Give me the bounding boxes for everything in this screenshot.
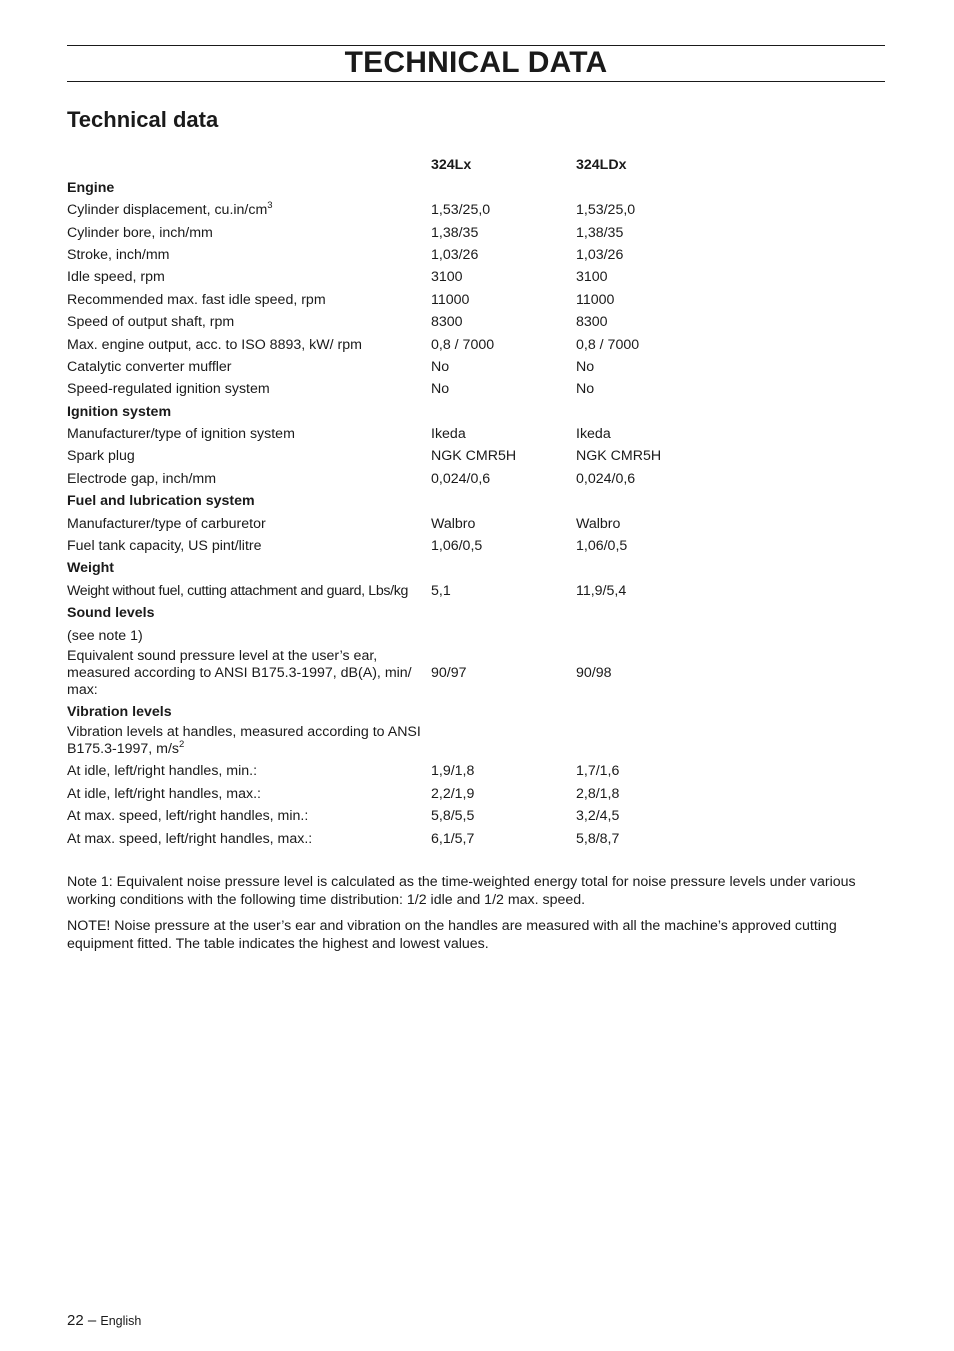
value-324ldx: 8300: [576, 314, 608, 331]
row-label: Equivalent sound pressure level at the user’s ear, measured according to ANSI B175.3-1997, dB(A), min/ max:: [67, 647, 412, 698]
section-title: Technical data: [67, 107, 219, 132]
row-label: Catalytic converter muffler: [67, 358, 232, 375]
ignition-heading: Ignition system: [67, 403, 172, 420]
value-324lx: 11000: [431, 291, 470, 308]
value-324lx: 1,06/0,5: [431, 538, 483, 555]
ignition-heading-row: [67, 401, 885, 423]
row-label: At max. speed, left/right handles, min.:: [67, 808, 309, 825]
value-324ldx: 1,38/35: [576, 224, 624, 241]
row-label: Electrode gap, inch/mm: [67, 470, 217, 487]
notes-block: [67, 874, 885, 962]
spec-table: [67, 155, 885, 851]
value-324lx: No: [431, 358, 450, 375]
fuel-heading-row: [67, 491, 885, 513]
value-324lx: 1,03/26: [431, 246, 479, 263]
value-324lx: 1,38/35: [431, 224, 479, 241]
row-label: Fuel tank capacity, US pint/litre: [67, 538, 262, 555]
sound-heading: Sound levels: [67, 605, 155, 622]
page-banner: TECHNICAL DATA: [344, 46, 608, 79]
weight-heading: Weight: [67, 560, 115, 577]
footer-language: English: [100, 1314, 142, 1328]
fuel-heading: Fuel and lubrication system: [67, 493, 255, 510]
row-label: Idle speed, rpm: [67, 269, 165, 286]
row-label: Stroke, inch/mm: [67, 246, 170, 263]
table-row: [67, 724, 885, 761]
superscript: 2: [179, 738, 185, 750]
row-label: Cylinder displacement, $cu.in/cm^3$: [67, 200, 273, 219]
value-324lx: 6,1/5,7: [431, 830, 475, 847]
value-324ldx: 3100: [576, 269, 608, 286]
value-324lx: 8300: [431, 314, 463, 331]
vibration-heading-row: [67, 702, 885, 724]
model-324lx-header: 324Lx: [431, 157, 472, 174]
value-324ldx: 2,8/1,8: [576, 785, 620, 802]
row-label: Manufacturer/type of ignition system: [67, 426, 295, 443]
table-header-row: [67, 155, 885, 177]
row-label: Cylinder bore, inch/mm: [67, 224, 213, 241]
value-324lx: 1,9/1,8: [431, 763, 475, 780]
value-324ldx: 1,06/0,5: [576, 538, 628, 555]
note-2: NOTE! Noise pressure at the user’s ear and vibration on the handles are measured with all the machine’s approved cutting equipment fitted. The table indicates the highest and lowest values.: [67, 918, 837, 952]
row-label: Spark plug: [67, 448, 135, 465]
value-324ldx: 5,8/8,7: [576, 830, 620, 847]
table-row: [67, 806, 885, 828]
row-label: At idle, left/right handles, max.:: [67, 785, 261, 802]
table-row: [67, 267, 885, 289]
vibration-heading: Vibration levels: [67, 703, 172, 720]
value-324ldx: 1,53/25,0: [576, 202, 636, 219]
table-row: [67, 625, 885, 647]
superscript: 3: [267, 200, 273, 212]
engine-heading: Engine: [67, 179, 115, 196]
table-row: [67, 761, 885, 783]
row-label: Speed of output shaft, rpm: [67, 314, 235, 331]
note-1: Note 1: Equivalent noise pressure level is calculated as the time-weighted energy total for noise pressure levels under various working conditions with the following time distribution: 1/2 idle and 1/2 max. speed.: [67, 874, 856, 908]
value-324lx: No: [431, 381, 450, 398]
table-row: [67, 245, 885, 267]
page-footer: [67, 1311, 141, 1331]
value-324lx: 1,53/25,0: [431, 202, 491, 219]
value-324lx: 90/97: [431, 664, 467, 681]
table-row: [67, 648, 885, 702]
engine-heading-row: [67, 177, 885, 199]
value-324ldx: 1,7/1,6: [576, 763, 620, 780]
value-324lx: Walbro: [431, 515, 476, 532]
table-row: [67, 424, 885, 446]
value-324ldx: 11000: [576, 291, 615, 308]
note-reference: (see note 1): [67, 627, 143, 644]
table-row: [67, 580, 885, 602]
sound-heading-row: [67, 603, 885, 625]
value-324ldx: 0,8 / 7000: [576, 336, 640, 353]
table-row: [67, 334, 885, 356]
row-label: Recommended max. fast idle speed, rpm: [67, 291, 326, 308]
value-324ldx: 11,9/5,4: [576, 582, 627, 599]
value-324ldx: 3,2/4,5: [576, 808, 620, 825]
table-row: [67, 828, 885, 850]
row-label: Speed-regulated ignition system: [67, 381, 270, 398]
table-row: [67, 536, 885, 558]
row-label: At max. speed, left/right handles, max.:: [67, 830, 313, 847]
row-label: Manufacturer/type of carburetor: [67, 515, 266, 532]
value-324ldx: 90/98: [576, 664, 612, 681]
value-324ldx: No: [576, 358, 595, 375]
value-324lx: NGK CMR5H: [431, 448, 517, 465]
model-324ldx-header: 324LDx: [576, 157, 627, 174]
weight-heading-row: [67, 558, 885, 580]
table-row: [67, 783, 885, 805]
table-row: [67, 513, 885, 535]
table-row: [67, 289, 885, 311]
table-row: [67, 446, 885, 468]
value-324ldx: Walbro: [576, 515, 621, 532]
table-row: [67, 222, 885, 244]
value-324ldx: NGK CMR5H: [576, 448, 662, 465]
value-324lx: 2,2/1,9: [431, 785, 475, 802]
value-324lx: 3100: [431, 269, 463, 286]
value-324lx: 0,8 / 7000: [431, 336, 495, 353]
value-324lx: 5,8/5,5: [431, 808, 475, 825]
value-324lx: Ikeda: [431, 426, 466, 443]
table-row: [67, 312, 885, 334]
header-rule-bottom: [67, 81, 885, 82]
label-column-header: [67, 174, 431, 177]
row-label: Vibration levels at handles, measured according to ANSI B175.3-1997, $m/s^2$: [67, 723, 421, 757]
value-324ldx: Ikeda: [576, 426, 611, 443]
value-324lx: 5,1: [431, 582, 451, 599]
table-row: [67, 200, 885, 222]
row-label: Max. engine output, acc. to ISO 8893, kW/ rpm: [67, 336, 362, 353]
value-324ldx: 0,024/0,6: [576, 470, 636, 487]
table-row: [67, 468, 885, 490]
table-row: [67, 379, 885, 401]
page-number: 22 –: [67, 1312, 97, 1329]
row-label: At idle, left/right handles, min.:: [67, 763, 258, 780]
row-label: Weight without fuel, cutting attachment and guard, Lbs/kg: [67, 582, 409, 599]
value-324ldx: 1,03/26: [576, 246, 624, 263]
table-row: [67, 357, 885, 379]
value-324ldx: No: [576, 381, 595, 398]
value-324lx: 0,024/0,6: [431, 470, 491, 487]
